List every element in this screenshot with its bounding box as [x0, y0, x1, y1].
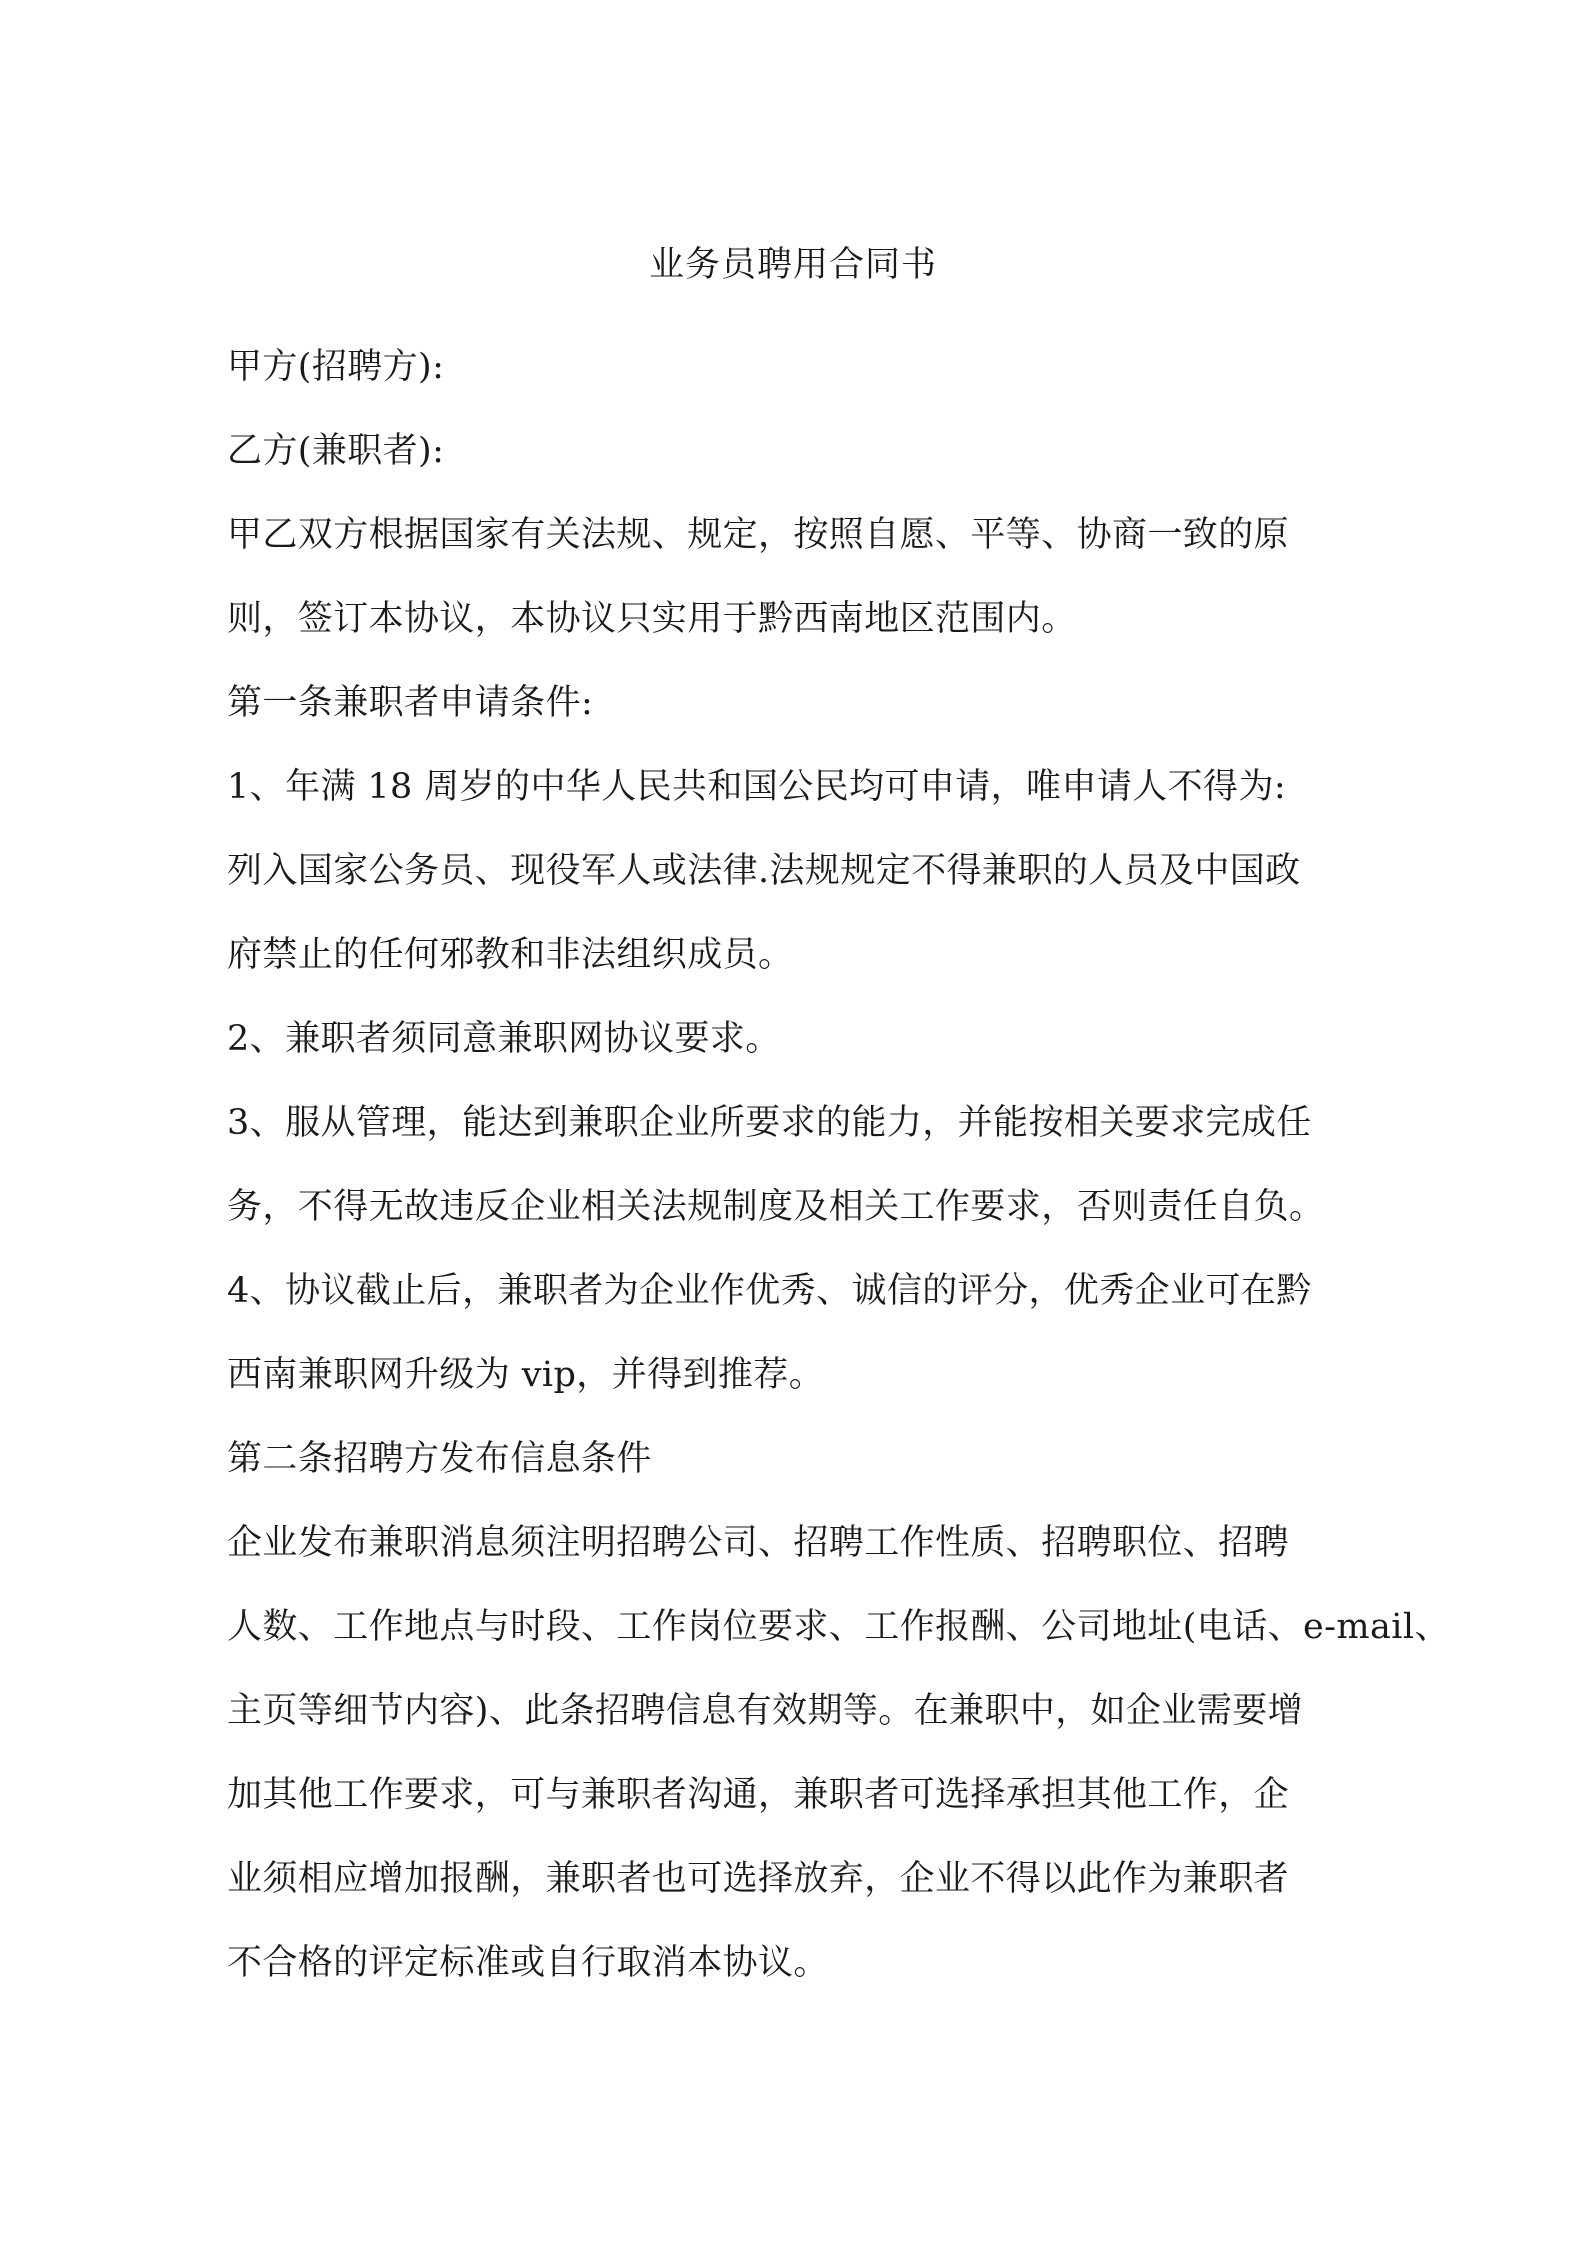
article-1-heading: 第一条兼职者申请条件:	[227, 683, 594, 723]
article-1-clause-line: 4、协议截止后，兼职者为企业作优秀、诚信的评分，优秀企业可在黔	[227, 1271, 1312, 1311]
article-2-heading: 第二条招聘方发布信息条件	[227, 1439, 652, 1479]
article-1-clause-line: 列入国家公务员、现役军人或法律.法规规定不得兼职的人员及中国政	[227, 851, 1301, 891]
preamble-line: 甲乙双方根据国家有关法规、规定，按照自愿、平等、协商一致的原	[227, 515, 1290, 555]
article-1-clause-line: 2、兼职者须同意兼职网协议要求。	[227, 1019, 781, 1059]
article-1-clause-line: 西南兼职网升级为 vip，并得到推荐。	[227, 1355, 825, 1395]
document-title: 业务员聘用合同书	[648, 245, 937, 285]
article-2-text-line: 人数、工作地点与时段、工作岗位要求、工作报酬、公司地址(电话、e-mail、	[227, 1607, 1450, 1647]
article-2-text-line: 主页等细节内容)、此条招聘信息有效期等。在兼职中，如企业需要增	[227, 1691, 1304, 1731]
article-2-text-line: 不合格的评定标准或自行取消本协议。	[227, 1943, 829, 1983]
article-1-clause-line: 1、年满 18 周岁的中华人民共和国公民均可申请，唯申请人不得为:	[227, 767, 1287, 807]
party-a-line: 甲方(招聘方):	[227, 347, 445, 387]
document-body	[227, 325, 1450, 2005]
preamble-line: 则，签订本协议，本协议只实用于黔西南地区范围内。	[227, 599, 1077, 639]
article-2-text-line: 业须相应增加报酬，兼职者也可选择放弃，企业不得以此作为兼职者	[227, 1859, 1290, 1899]
article-1-clause-line: 3、服从管理，能达到兼职企业所要求的能力，并能按相关要求完成任	[227, 1103, 1312, 1143]
party-b-line: 乙方(兼职者):	[227, 431, 445, 471]
article-2-text-line: 企业发布兼职消息须注明招聘公司、招聘工作性质、招聘职位、招聘	[227, 1523, 1290, 1563]
article-1-clause-line: 务，不得无故违反企业相关法规制度及相关工作要求，否则责任自负。	[227, 1187, 1325, 1227]
article-1-clause-line: 府禁止的任何邪教和非法组织成员。	[227, 935, 794, 975]
article-2-text-line: 加其他工作要求，可与兼职者沟通，兼职者可选择承担其他工作，企	[227, 1775, 1290, 1815]
